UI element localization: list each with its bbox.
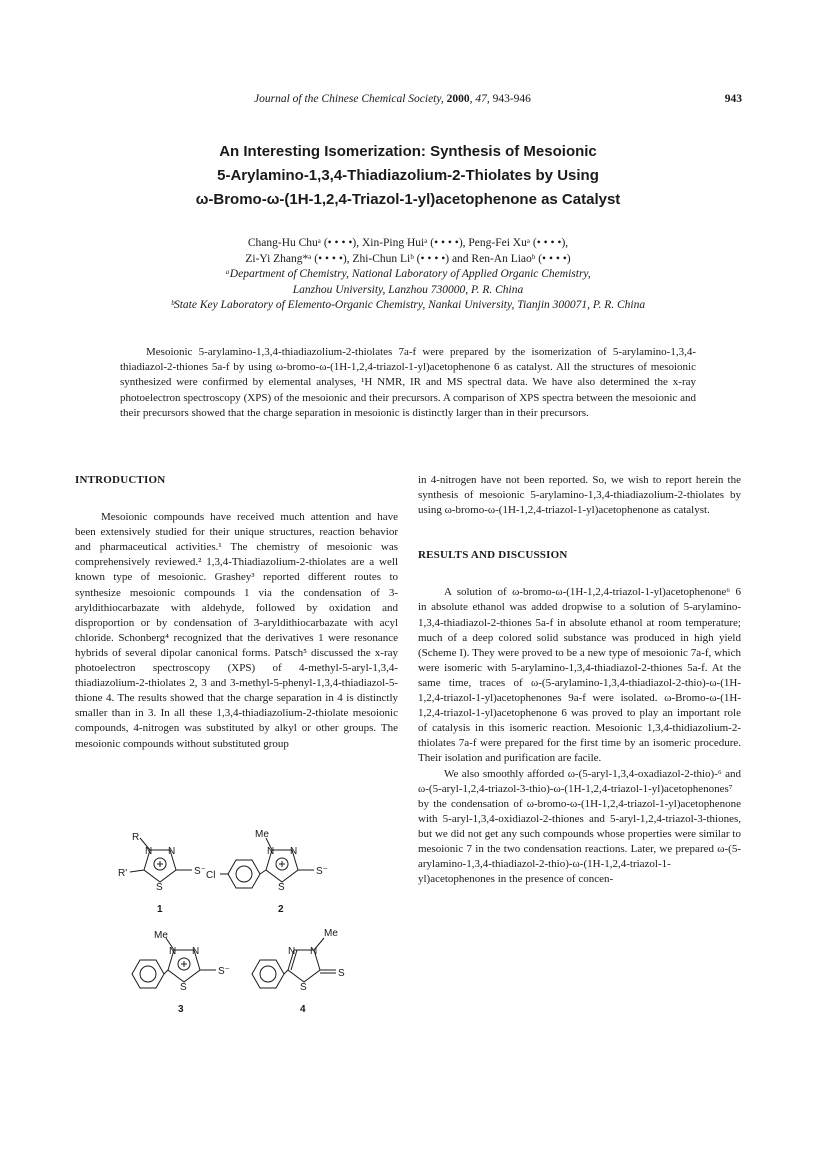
atom-s: S <box>338 968 345 979</box>
abstract: Mesoionic 5-arylamino-1,3,4-thiadiazolium-2-thiolates 7a-f were prepared by the isomerization of 5-arylamino-1,3,4-thiadiazol-2-thiones 5a-f by using ω-bromo-ω-(1H-1,2,4-triazol-1-yl)acetophenone 6 as catalyst. All the structures of mesoionic synthesized were confirmed by elemental analyses, ¹H NMR, IR and MS spectral data. We have also determined the x-ray photoelectron spectroscopy (XPS) of the mesoionic and their precursors. A comparison of XPS spectra between the mesoionic and their precursors showed that the charge separation in mesoionic is distinctly larger than in their precursors. <box>120 346 696 419</box>
affiliation: ᵃDepartment of Chemistry, National Laboratory of Applied Organic Chemistry, <box>225 268 591 280</box>
left-column <box>75 473 398 752</box>
compound-label-1: 1 <box>157 904 163 915</box>
atom-s: S <box>278 882 285 893</box>
atom-n: N <box>290 846 298 857</box>
atom-r-prime: R' <box>118 868 128 879</box>
compound-label-2: 2 <box>278 904 284 915</box>
article-title <box>120 140 696 212</box>
compound-label-3: 3 <box>178 1004 184 1015</box>
affiliation: ᵇState Key Laboratory of Elemento-Organic Chemistry, Nankai University, Tianjin 300071, P. R. China <box>170 299 646 311</box>
author-line: Zi-Yi Zhang*ᵃ (• • • •), Zhi-Chun Liᵇ (• • • •) and Ren-An Liaoᵇ (• • • •) <box>245 252 571 265</box>
atom-s: S <box>300 982 307 993</box>
intro-continuation: in 4-nitrogen have not been reported. So, we wish to report herein the synthesis of mesoionic 5-arylamino-1,3,4-thiadiazolium-2-thiolates by using ω-bromo-ω-(1H-1,2,4-triazol-1-yl)acetophenone as catalyst. <box>418 474 741 517</box>
structures-diagram <box>110 828 380 1028</box>
section-heading-introduction: INTRODUCTION <box>75 474 166 486</box>
atom-n: N <box>310 946 318 957</box>
author-block <box>100 236 716 314</box>
results-paragraph: We also smoothly afforded ω-(5-aryl-1,3,4-oxadiazol-2-thio)-⁶ and ω-(5-aryl-1,2,4-triazol-3-thio)-ω-(1H-1,2,4-triazol-1-yl)acetophenones⁷ by the condensation of ω-bromo-ω-(1H-1,2,4-triazol-1-yl)acetophenone with 5-aryl-1,3,4-oxidiazol-2-thiones and 5-aryl-1,2,4-triazol-3-thiones, but we did not get any such compounds whose properties were similar to mesoionic 7 in the two condensation reactions. Later, we prepared ω-(5-arylamino-1,3,4-thiadiazol-2-thio)-ω-(1H-1,2,4-triazol-1-yl)acetophenones in the presence of concen- <box>418 767 741 886</box>
atom-n: N <box>192 946 200 957</box>
structure-scheme <box>110 828 380 1028</box>
atom-cl: Cl <box>206 870 216 881</box>
atom-n: N <box>288 946 296 957</box>
journal-reference: Journal of the Chinese Chemical Society, 2000, 47, 943-946 <box>254 93 531 105</box>
title-line: ω-Bromo-ω-(1H-1,2,4-Triazol-1-yl)acetophenone as Catalyst <box>195 191 621 208</box>
atom-n: N <box>145 846 153 857</box>
title-line: An Interesting Isomerization: Synthesis of Mesoionic <box>219 143 597 160</box>
section-heading-results: RESULTS AND DISCUSSION <box>418 549 568 562</box>
atom-n: N <box>169 946 177 957</box>
right-column <box>418 473 741 887</box>
atom-s-minus: S⁻ <box>194 866 206 877</box>
atom-n: N <box>267 846 275 857</box>
compound-label-4: 4 <box>300 1004 306 1015</box>
atom-s: S <box>180 982 187 993</box>
results-paragraph: A solution of ω-bromo-ω-(1H-1,2,4-triazol-1-yl)acetophenone⁶ 6 in absolute ethanol was added dropwise to a solution of 5-arylamino-1,3,4-thiadiazol-2-thiones 5a-f in absolute ethanol at room temperature; much of a deep colored solid substance was produced in high yield (Scheme I). They were proved to be a new type of mesoionic 7a-f, which were isomeric with 5-arylamino-1,3,4-thiadiazol-2-thiones 5a-f. At the same time, traces of ω-(5-arylamino-1,3,4-thiadiazol-2-thio)-ω-(1H-1,2,4-triazol-1-yl)acetophenones 9a-f were isolated. ω-Bromo-ω-(1H-1,2,4-triazol-1-yl)acetophenone 6 was proved to play an important role of catalysis in this isomeric reaction. Mesoionic 1,3,4-thidiazolium-2-thiolates 7a-f were prepared for the first time by an isomeric procedure. Their isolation and purification are facile. <box>418 586 741 765</box>
atom-me: Me <box>154 930 168 941</box>
atom-n: N <box>168 846 176 857</box>
atom-s-minus: S⁻ <box>218 966 230 977</box>
atom-r: R <box>132 832 140 843</box>
title-line: 5-Arylamino-1,3,4-Thiadiazolium-2-Thiolates by Using <box>217 167 599 184</box>
atom-s: S <box>156 882 163 893</box>
running-header <box>150 93 742 109</box>
intro-paragraph: Mesoionic compounds have received much attention and have been extensively studied for their unique structures, reaction behavior and pharmaceutical activities.¹ The chemistry of mesoionic was comprehensively reviewed.² 1,3,4-Thiadiazolium-2-thiolates are a well known type of mesoionic. Grashey³ reported different routes to synthesize mesoionic compounds 1 via the condensation of 3-aryldithiocarbazate with aldehyde, followed by oxidation and disproportion or by condensation of 3-aryldithiocarbazate with acyl chloride. Schonberg⁴ recognized that the derivatives 1 were resonance hybrids of several dipolar canonical forms. Patsch⁵ discussed the x-ray photoelectron spectroscopy (XPS) of 4-methyl-5-aryl-1,3,4-thiadiazolium-2-thiolates 2, 3 and 3-methyl-5-phenyl-1,3,4-thiadiazol-5-thione 4. The results showed that the charge separation in 4 is distinctly smaller than in 3. In all these 1,3,4-thiadiazolium-2-thiolate mesoionic compounds, 4-nitrogen was substituted by alkyl or other groups. The mesoionic compounds without substituted group <box>75 511 398 750</box>
author-line: Chang-Hu Chuᵃ (• • • •), Xin-Ping Huiᵃ (• • • •), Peng-Fei Xuᵃ (• • • •), <box>247 237 569 249</box>
atom-s-minus: S⁻ <box>316 866 328 877</box>
page-number: 943 <box>724 93 742 105</box>
atom-me: Me <box>324 928 338 939</box>
structure-1 <box>130 838 192 882</box>
affiliation: Lanzhou University, Lanzhou 730000, P. R. China <box>292 283 524 296</box>
atom-me: Me <box>255 829 269 840</box>
